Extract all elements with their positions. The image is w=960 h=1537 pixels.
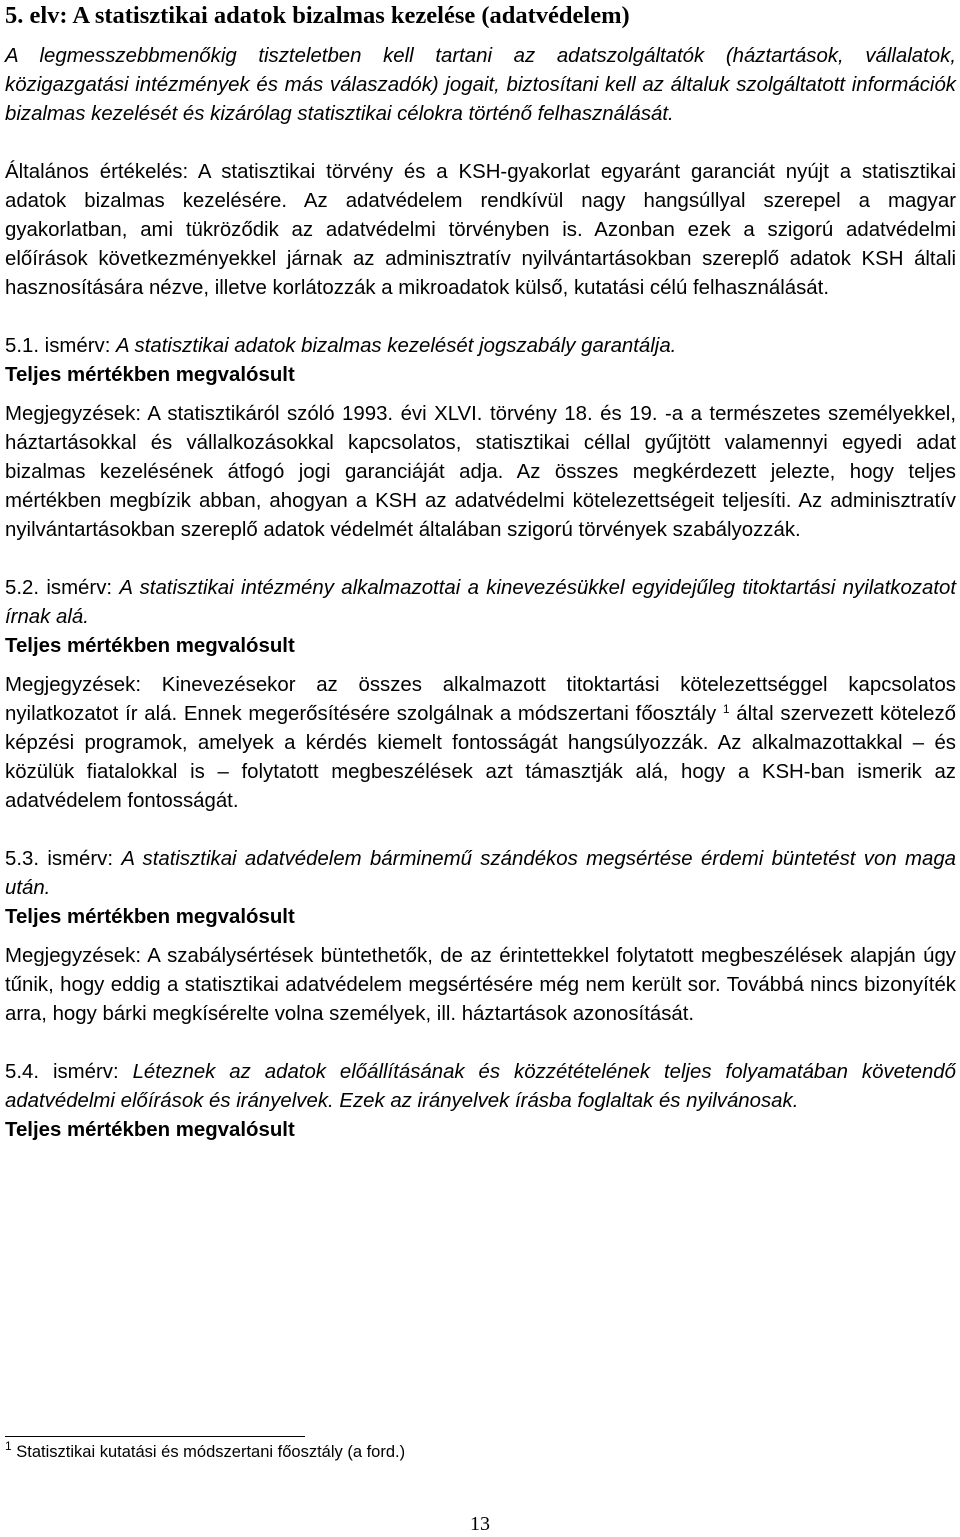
criterion-statement: Léteznek az adatok előállításának és közzétételének teljes folyamatában követendő adatvédelmi előírások és irányelvek. Ezek az irányelvek írásba foglaltak és nyilvánosak. [5, 1061, 956, 1112]
criterion-prefix: 5.3. ismérv: [5, 848, 122, 870]
criterion-heading [5, 574, 956, 632]
criterion-notes: Megjegyzések: A szabálysértések büntethetők, de az érintettekkel folytatott megbeszélések alapján úgy tűnik, hogy eddig a statisztikai adatvédelem megsértésére még nem került sor. Továbbá nincs bizonyíték arra, hogy bárki megkísérelte volna személyek, ill. háztartások azonosítását. [5, 945, 956, 1025]
page-number: 13 [470, 1513, 490, 1535]
criterion-5-2 [5, 574, 956, 816]
criterion-prefix: 5.1. ismérv: [5, 335, 117, 357]
footnote [5, 1441, 405, 1463]
criterion-statement: A statisztikai adatok bizalmas kezelését jogszabály garantálja. [116, 335, 677, 357]
footnote-number: 1 [5, 1439, 12, 1453]
criterion-5-1 [5, 332, 956, 545]
criterion-heading [5, 845, 956, 903]
criterion-notes: Megjegyzések: A statisztikáról szóló 1993. évi XLVI. törvény 18. és 19. -a a természetes személyekkel, háztartásokkal és vállalkozásokkal kapcsolatos, statisztikai céllal gyűjtött valamennyi egyedi adat bizalmas kezelésének átfogó jogi garanciáját adja. Az összes megkérdezett jelezte, hogy teljes mértékben megbízik abban, ahogyan a KSH az adatvédelmi kötelezettségeit teljesíti. Az adminisztratív nyilvántartásokban szereplő adatok védelmét általában szigorú törvények szabályozzák. [5, 403, 956, 541]
criterion-heading [5, 332, 956, 361]
section-title: 5. elv: A statisztikai adatok bizalmas kezelése (adatvédelem) [5, 2, 630, 29]
criterion-status: Teljes mértékben megvalósult [5, 635, 295, 657]
criterion-notes-part-1: Megjegyzések: Kinevezésekor az összes alkalmazott titoktartási kötelezettséggel kapcsolatos nyilatkozatot ír alá. Ennek megerősítésére szolgálnak a módszertani főosztály [5, 674, 956, 725]
criterion-5-3 [5, 845, 956, 1029]
criterion-statement: A statisztikai adatvédelem bárminemű szándékos megsértése érdemi büntetést von maga után. [5, 848, 956, 899]
criterion-prefix: 5.4. ismérv: [5, 1061, 133, 1083]
criterion-notes [5, 671, 956, 816]
footnote-text: Statisztikai kutatási és módszertani főosztály (a ford.) [16, 1443, 406, 1461]
criterion-5-4 [5, 1058, 956, 1145]
criterion-status: Teljes mértékben megvalósult [5, 1119, 295, 1141]
criterion-notes-part-2: által szervezett kötelező képzési programok, amelyek a kérdés kiemelt fontosságát hangsúlyozzák. Az alkalmazottakkal – és közülük fiatalokkal is – folytatott megbeszélések azt támasztják alá, hogy a KSH-ban ismerik az adatvédelem fontosságát. [5, 703, 956, 812]
criterion-status: Teljes mértékben megvalósult [5, 906, 295, 928]
criterion-status: Teljes mértékben megvalósult [5, 364, 295, 386]
criterion-heading [5, 1058, 956, 1116]
criterion-statement: A statisztikai intézmény alkalmazottai a kinevezésükkel egyidejűleg titoktartási nyilatkozatot írnak alá. [5, 577, 956, 628]
footnote-separator [5, 1436, 305, 1437]
criterion-prefix: 5.2. ismérv: [5, 577, 120, 599]
general-assessment: Általános értékelés: A statisztikai törvény és a KSH-gyakorlat egyaránt garanciát nyújt a statisztikai adatok bizalmas kezelésére. Az adatvédelem rendkívül nagy hangsúllyal szerepel a magyar gyakorlatban, ami tükröződik az adatvédelmi törvényben is. Azonban ezek a szigorú adatvédelmi előírások következményekkel járnak az adminisztratív nyilvántartásokban szereplő adatok KSH általi hasznosítására nézve, illetve korlátozzák a mikroadatok külső, kutatási célú felhasználását. [5, 161, 956, 299]
footnote-reference[interactable]: 1 [722, 702, 730, 716]
principle-statement: A legmesszebbmenőkig tiszteletben kell tartani az adatszolgáltatók (háztartások, vállalatok, közigazgatási intézmények és más válaszadók) jogait, biztosítani kell az általuk szolgáltatott információk bizalmas kezelését és kizárólag statisztikai célokra történő felhasználását. [5, 45, 956, 125]
document-page [5, 0, 956, 1145]
